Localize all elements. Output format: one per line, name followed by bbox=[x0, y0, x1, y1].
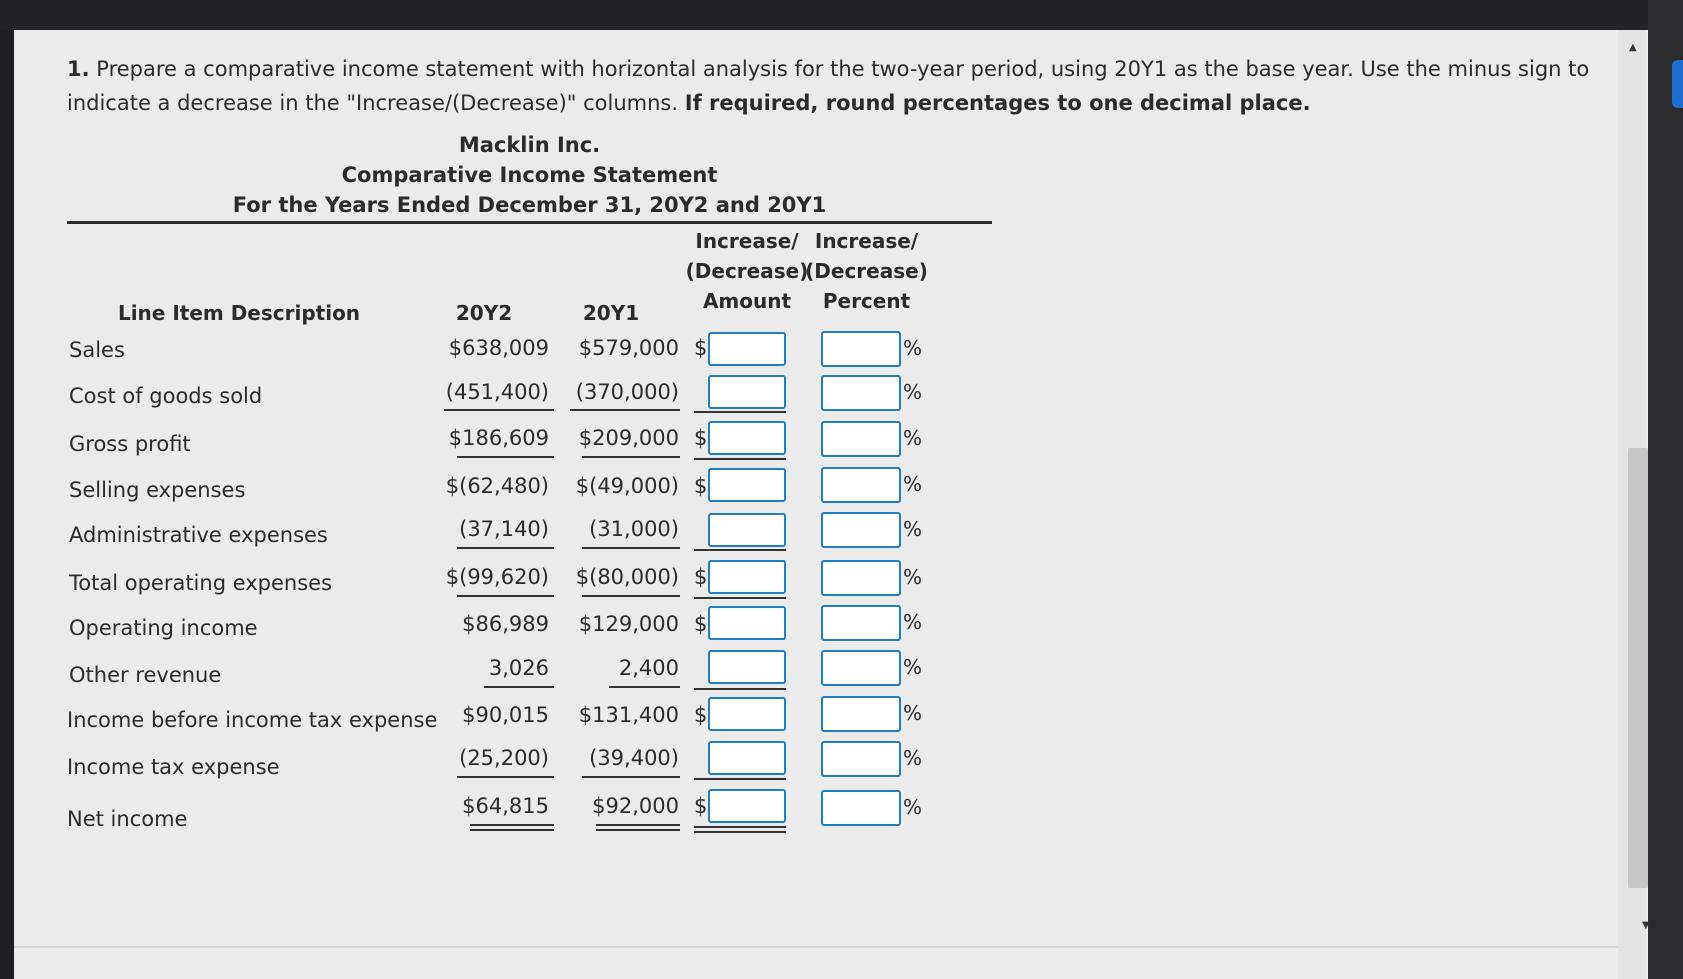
underline bbox=[484, 686, 554, 688]
row-label-operating-income: Operating income bbox=[69, 616, 258, 640]
amount-input-income-tax-expense[interactable] bbox=[708, 741, 786, 775]
row-20y2-income-before-tax: $90,015 bbox=[462, 703, 549, 727]
row-20y1-total-operating-expenses: $(80,000) bbox=[575, 565, 679, 589]
scroll-down-arrow-icon[interactable]: ▼ bbox=[1642, 920, 1650, 931]
row-label-income-tax-expense: Income tax expense bbox=[67, 755, 280, 779]
row-20y1-income-tax-expense: (39,400) bbox=[589, 746, 679, 770]
row-20y2-selling-expenses: $(62,480) bbox=[445, 474, 549, 498]
amount-input-gross-profit[interactable] bbox=[708, 421, 786, 455]
percent-input-income-tax-expense[interactable] bbox=[821, 741, 901, 777]
double-underline bbox=[470, 824, 554, 826]
underline bbox=[694, 458, 786, 460]
percent-input-gross-profit[interactable] bbox=[821, 421, 901, 457]
row-label-income-before-tax: Income before income tax expense bbox=[67, 708, 438, 732]
row-label-sales: Sales bbox=[69, 338, 125, 362]
percent-sign: % bbox=[903, 795, 923, 819]
amount-input-cost-of-goods-sold[interactable] bbox=[708, 375, 786, 409]
row-20y2-other-revenue: 3,026 bbox=[488, 656, 549, 680]
dollar-sign: $ bbox=[694, 794, 708, 818]
row-20y2-sales: $638,009 bbox=[448, 336, 549, 360]
scrollbar-thumb[interactable] bbox=[1628, 448, 1648, 888]
scroll-up-arrow-icon[interactable]: ▲ bbox=[1629, 42, 1637, 53]
col-head-percent-line3: Percent bbox=[822, 289, 911, 313]
row-20y1-selling-expenses: $(49,000) bbox=[575, 474, 679, 498]
underline bbox=[694, 597, 786, 599]
percent-input-selling-expenses[interactable] bbox=[821, 467, 901, 503]
content-bottom-divider bbox=[14, 946, 1618, 948]
dollar-sign: $ bbox=[694, 565, 708, 589]
underline bbox=[457, 456, 554, 458]
double-underline bbox=[694, 831, 786, 833]
company-name: Macklin Inc. bbox=[458, 133, 601, 157]
percent-sign: % bbox=[903, 565, 923, 589]
row-20y1-cost-of-goods-sold: (370,000) bbox=[575, 380, 679, 404]
underline bbox=[457, 595, 554, 597]
question-instructions bbox=[67, 52, 1597, 120]
percent-sign: % bbox=[903, 517, 923, 541]
underline bbox=[582, 456, 680, 458]
row-20y2-total-operating-expenses: $(99,620) bbox=[445, 565, 549, 589]
dollar-sign: $ bbox=[694, 703, 708, 727]
percent-sign: % bbox=[903, 336, 923, 360]
monitor-right-bezel bbox=[1648, 0, 1683, 979]
row-20y2-income-tax-expense: (25,200) bbox=[459, 746, 549, 770]
row-20y1-gross-profit: $209,000 bbox=[578, 426, 679, 450]
percent-sign: % bbox=[903, 610, 923, 634]
col-head-20y1: 20Y1 bbox=[582, 301, 640, 325]
col-head-percent-line1: Increase/ bbox=[814, 229, 919, 253]
row-label-selling-expenses: Selling expenses bbox=[69, 478, 246, 502]
col-head-description: Line Item Description bbox=[117, 301, 361, 325]
col-head-amount-line2: (Decrease) bbox=[685, 259, 809, 283]
underline bbox=[609, 686, 680, 688]
col-head-amount-line1: Increase/ bbox=[695, 229, 799, 253]
header-divider bbox=[67, 221, 992, 224]
amount-input-operating-income[interactable] bbox=[708, 606, 786, 640]
row-20y1-sales: $579,000 bbox=[578, 336, 679, 360]
percent-sign: % bbox=[903, 701, 923, 725]
underline bbox=[570, 409, 680, 411]
percent-input-total-operating-expenses[interactable] bbox=[821, 560, 901, 596]
percent-input-administrative-expenses[interactable] bbox=[821, 512, 901, 548]
dollar-sign: $ bbox=[694, 612, 708, 636]
percent-input-sales[interactable] bbox=[821, 331, 901, 367]
statement-title: Comparative Income Statement bbox=[341, 163, 718, 187]
percent-sign: % bbox=[903, 655, 923, 679]
double-underline bbox=[470, 829, 554, 831]
row-label-other-revenue: Other revenue bbox=[69, 663, 222, 687]
percent-input-operating-income[interactable] bbox=[821, 605, 901, 641]
row-20y1-administrative-expenses: (31,000) bbox=[589, 517, 679, 541]
percent-sign: % bbox=[903, 426, 923, 450]
row-label-cost-of-goods-sold: Cost of goods sold bbox=[69, 384, 263, 408]
statement-header bbox=[67, 130, 992, 220]
row-label-total-operating-expenses: Total operating expenses bbox=[69, 571, 333, 595]
row-20y2-cost-of-goods-sold: (451,400) bbox=[445, 380, 549, 404]
bezel-notch bbox=[0, 540, 14, 600]
amount-input-selling-expenses[interactable] bbox=[708, 468, 786, 502]
assignment-page bbox=[14, 30, 1648, 979]
amount-input-sales[interactable] bbox=[708, 332, 786, 366]
percent-input-net-income[interactable] bbox=[821, 790, 901, 826]
row-20y2-operating-income: $86,989 bbox=[462, 612, 549, 636]
row-20y1-operating-income: $129,000 bbox=[578, 612, 679, 636]
statement-period: For the Years Ended December 31, 20Y2 and 20Y1 bbox=[232, 193, 827, 217]
amount-input-net-income[interactable] bbox=[708, 789, 786, 823]
col-head-amount-line3: Amount bbox=[702, 289, 792, 313]
row-label-gross-profit: Gross profit bbox=[69, 432, 191, 456]
underline bbox=[457, 776, 554, 778]
row-label-net-income: Net income bbox=[67, 807, 188, 831]
row-20y2-net-income: $64,815 bbox=[462, 794, 549, 818]
percent-input-other-revenue[interactable] bbox=[821, 650, 901, 686]
amount-input-income-before-tax[interactable] bbox=[708, 697, 786, 731]
row-label-administrative-expenses: Administrative expenses bbox=[69, 523, 328, 547]
question-number: 1. bbox=[67, 57, 90, 81]
amount-input-total-operating-expenses[interactable] bbox=[708, 560, 786, 594]
col-head-20y2: 20Y2 bbox=[455, 301, 513, 325]
underline bbox=[694, 778, 786, 780]
percent-sign: % bbox=[903, 472, 923, 496]
question-rounding-note: If required, round percentages to one decimal place. bbox=[684, 91, 1311, 115]
percent-input-income-before-tax[interactable] bbox=[821, 696, 901, 732]
col-head-amount bbox=[682, 226, 812, 316]
underline bbox=[457, 547, 554, 549]
double-underline bbox=[596, 829, 680, 831]
row-20y2-administrative-expenses: (37,140) bbox=[459, 517, 549, 541]
underline bbox=[694, 549, 786, 551]
double-underline bbox=[596, 824, 680, 826]
amount-input-administrative-expenses[interactable] bbox=[708, 513, 786, 547]
underline bbox=[694, 688, 786, 690]
percent-sign: % bbox=[903, 746, 923, 770]
percent-input-cost-of-goods-sold[interactable] bbox=[821, 375, 901, 411]
dollar-sign: $ bbox=[694, 474, 708, 498]
underline bbox=[694, 411, 786, 413]
monitor-top-bezel bbox=[0, 0, 1683, 30]
underline bbox=[582, 547, 680, 549]
col-head-percent bbox=[804, 226, 929, 316]
row-20y1-other-revenue: 2,400 bbox=[618, 656, 679, 680]
dollar-sign: $ bbox=[694, 426, 708, 450]
col-head-percent-line2: (Decrease) bbox=[805, 259, 928, 283]
row-20y1-net-income: $92,000 bbox=[592, 794, 679, 818]
dollar-sign: $ bbox=[694, 336, 708, 360]
question-text: Prepare a comparative income statement with horizontal analysis for the two-year period, using 20Y1 as the base year. Use the minus sign to indicate a decrease in the "Increase/(Decrease)" columns. bbox=[67, 57, 1590, 115]
row-20y1-income-before-tax: $131,400 bbox=[578, 703, 679, 727]
edge-tab bbox=[1672, 60, 1683, 108]
underline bbox=[444, 409, 554, 411]
amount-input-other-revenue[interactable] bbox=[708, 650, 786, 684]
percent-sign: % bbox=[903, 380, 923, 404]
underline bbox=[582, 776, 680, 778]
underline bbox=[582, 595, 680, 597]
row-20y2-gross-profit: $186,609 bbox=[448, 426, 549, 450]
double-underline bbox=[694, 826, 786, 828]
